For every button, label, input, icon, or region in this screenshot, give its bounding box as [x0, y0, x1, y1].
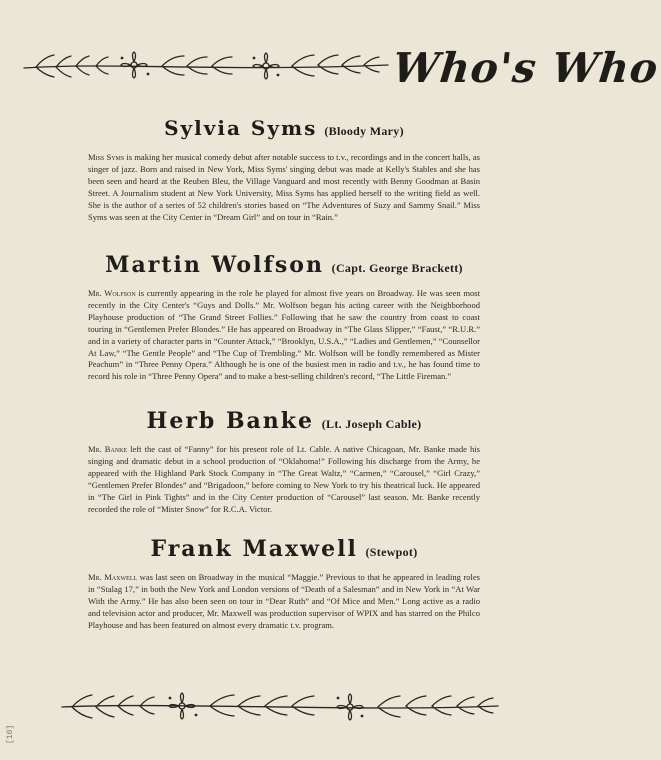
entry-heading: [88, 116, 480, 140]
page-number-mark: [10]: [6, 724, 15, 744]
entry-bio: [88, 288, 480, 383]
bio-text: is currently appearing in the role he played for almost five years on Broadway. He was seen most recently in the City Center's “Guys and Dolls.” Mr. Wolfson began his acting career with the Neighborhood Playhouse production of “The Grand Street Follies.” Following that he saw the country from coast to coast touring in “Gentlemen Prefer Blondes.” He has appeared on Broadway in “The Glass Slipper,” “Faust,” “R.U.R.” and in a variety of character parts in “Counter Attack,” “Brooklyn, U.S.A.,” “Ladies and Gentlemen,” “Counsellor At Law,” “The Gentle People” and “The Cup of Trembling.” Mr. Wolfson will be fondly remembered as Mister Peachum” in “Three Penny Opera.” Although he is one of the busiest men in radio and t.v., he has found time to record his role in “Three Penny Opera” and to make a best-selling children's record, “The Little Fireman.”: [88, 288, 480, 382]
bio-lead: Miss Syms: [88, 152, 125, 162]
bio-lead: Mr. Maxwell: [88, 572, 138, 582]
entry-bio: [88, 444, 480, 515]
actor-name: Martin Wolfson: [105, 252, 324, 278]
actor-name: Sylvia Syms: [164, 116, 318, 140]
vine-ornament-icon: [60, 688, 500, 724]
role-name: (Bloody Mary): [324, 124, 404, 138]
entry-heading: [88, 536, 480, 562]
entry-heading: [88, 252, 480, 278]
entry-frank-maxwell: [88, 536, 480, 632]
bio-lead: Mr. Wolfson: [88, 288, 136, 298]
entry-heading: [88, 408, 480, 434]
bio-text: is making her musical comedy debut after notable success to t.v., recordings and in the concert halls, as singer of jazz. Born and raised in New York, Miss Syms' singing debut was made at Kelly's Stables and she has been seen and heard at the Reuben Bleu, the Village Vanguard and most recently with Benny Goodman at Basin Street. A Journalism student at New York University, Miss Syms has applied herself to the writing field as well. She is the author of a series of 52 children's stories based on “The Adventures of Suzy and Sammy Snail.” Miss Syms was seen at the City Center in “Dream Girl” and on tour in “Rain.”: [88, 152, 481, 222]
bio-lead: Mr. Banke: [88, 444, 128, 454]
header: [0, 28, 661, 98]
actor-name: Frank Maxwell: [150, 536, 358, 562]
page-title: Who's Who: [390, 44, 661, 92]
entry-sylvia-syms: [88, 116, 480, 223]
entry-martin-wolfson: [88, 252, 480, 383]
role-name: (Lt. Joseph Cable): [321, 417, 422, 431]
role-name: (Stewpot): [365, 545, 418, 559]
actor-name: Herb Banke: [146, 408, 315, 434]
entry-bio: [88, 152, 480, 223]
bio-text: was last seen on Broadway in the musical “Maggie.” Previous to that he appeared in leading roles in “Stalag 17,” in both the New York and London versions of “Death of a Salesman” and in New York in “At War With the Army.” He has also been seen on tour in “Dear Ruth” and “Of Mice and Men.” Long active as a radio and television actor and producer, Mr. Maxwell was production supervisor of WPIX and has starred on the Philco Playhouse and has been featured on almost every dramatic t.v. program.: [88, 572, 480, 630]
role-name: (Capt. George Brackett): [331, 261, 463, 275]
vine-ornament-icon: [22, 48, 390, 82]
entry-bio: [88, 572, 480, 632]
bio-text: left the cast of “Fanny” for his present role of Lt. Cable. A native Chicagoan, Mr. Banke made his singing and dramatic debut in a school production of “Oklahoma!” Following his discharge from the Army, he appeared with the Highland Park Stock Company in “The Great Waltz,” “Carmen,” “Carousel,” “Girl Crazy,” “Gentlemen Prefer Blondes” and “Brigadoon,” before coming to New York to try his theatrical luck. He appeared in “The Girl in Pink Tights” and in the City Center production of “Carousel” last season. Mr. Banke recently recorded the role of “Mister Snow” for R.C.A. Victor.: [88, 444, 480, 514]
entry-herb-banke: [88, 408, 480, 515]
